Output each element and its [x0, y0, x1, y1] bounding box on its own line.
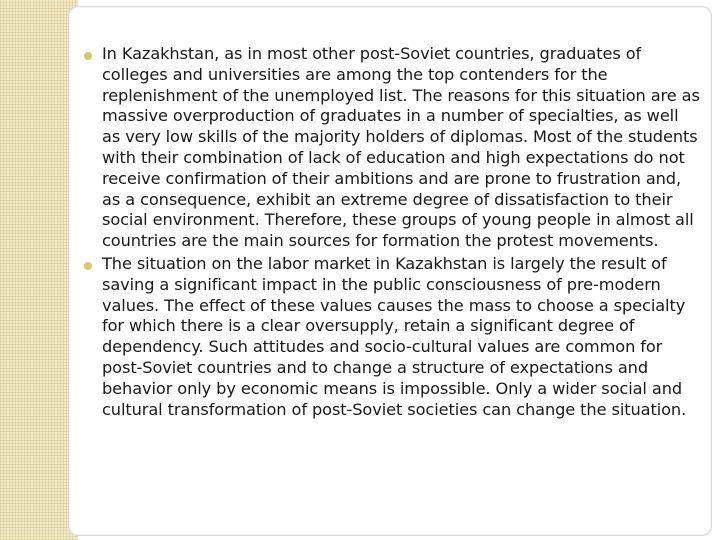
bullet-text: In Kazakhstan, as in most other post-Soviet countries, graduates of colleges and universities are among the top contenders for the replenishment of the unemployed list. The reasons for this situation are as massive overproduction of graduates in a number of specialties, as well as very low skills of the majority holders of diplomas. Most of the students with their combination of lack of education and high expectations do not receive confirmation of their ambitions and are prone to frustration and, as a consequence, exhibit an extreme degree of dissatisfaction to their social environment. Therefore, these groups of young people in almost all countries are the main sources for formation the protest movements. — [102, 44, 700, 251]
bullet-item — [84, 44, 700, 252]
left-decorative-stripe — [0, 0, 78, 540]
bullet-icon — [84, 262, 92, 270]
bullet-list — [84, 44, 700, 422]
bullet-text: The situation on the labor market in Kazakhstan is largely the result of saving a significant impact in the public consciousness of pre-modern values. The effect of these values causes the mass to choose a specialty for which there is a clear oversupply, retain a significant degree of dependency. Such attitudes and socio-cultural values are common for post-Soviet countries and to change a structure of expectations and behavior only by economic means is impossible. Only a wider social and cultural transformation of post-Soviet societies can change the situation. — [102, 253, 687, 419]
bullet-item — [84, 254, 700, 420]
bullet-icon — [84, 52, 92, 60]
